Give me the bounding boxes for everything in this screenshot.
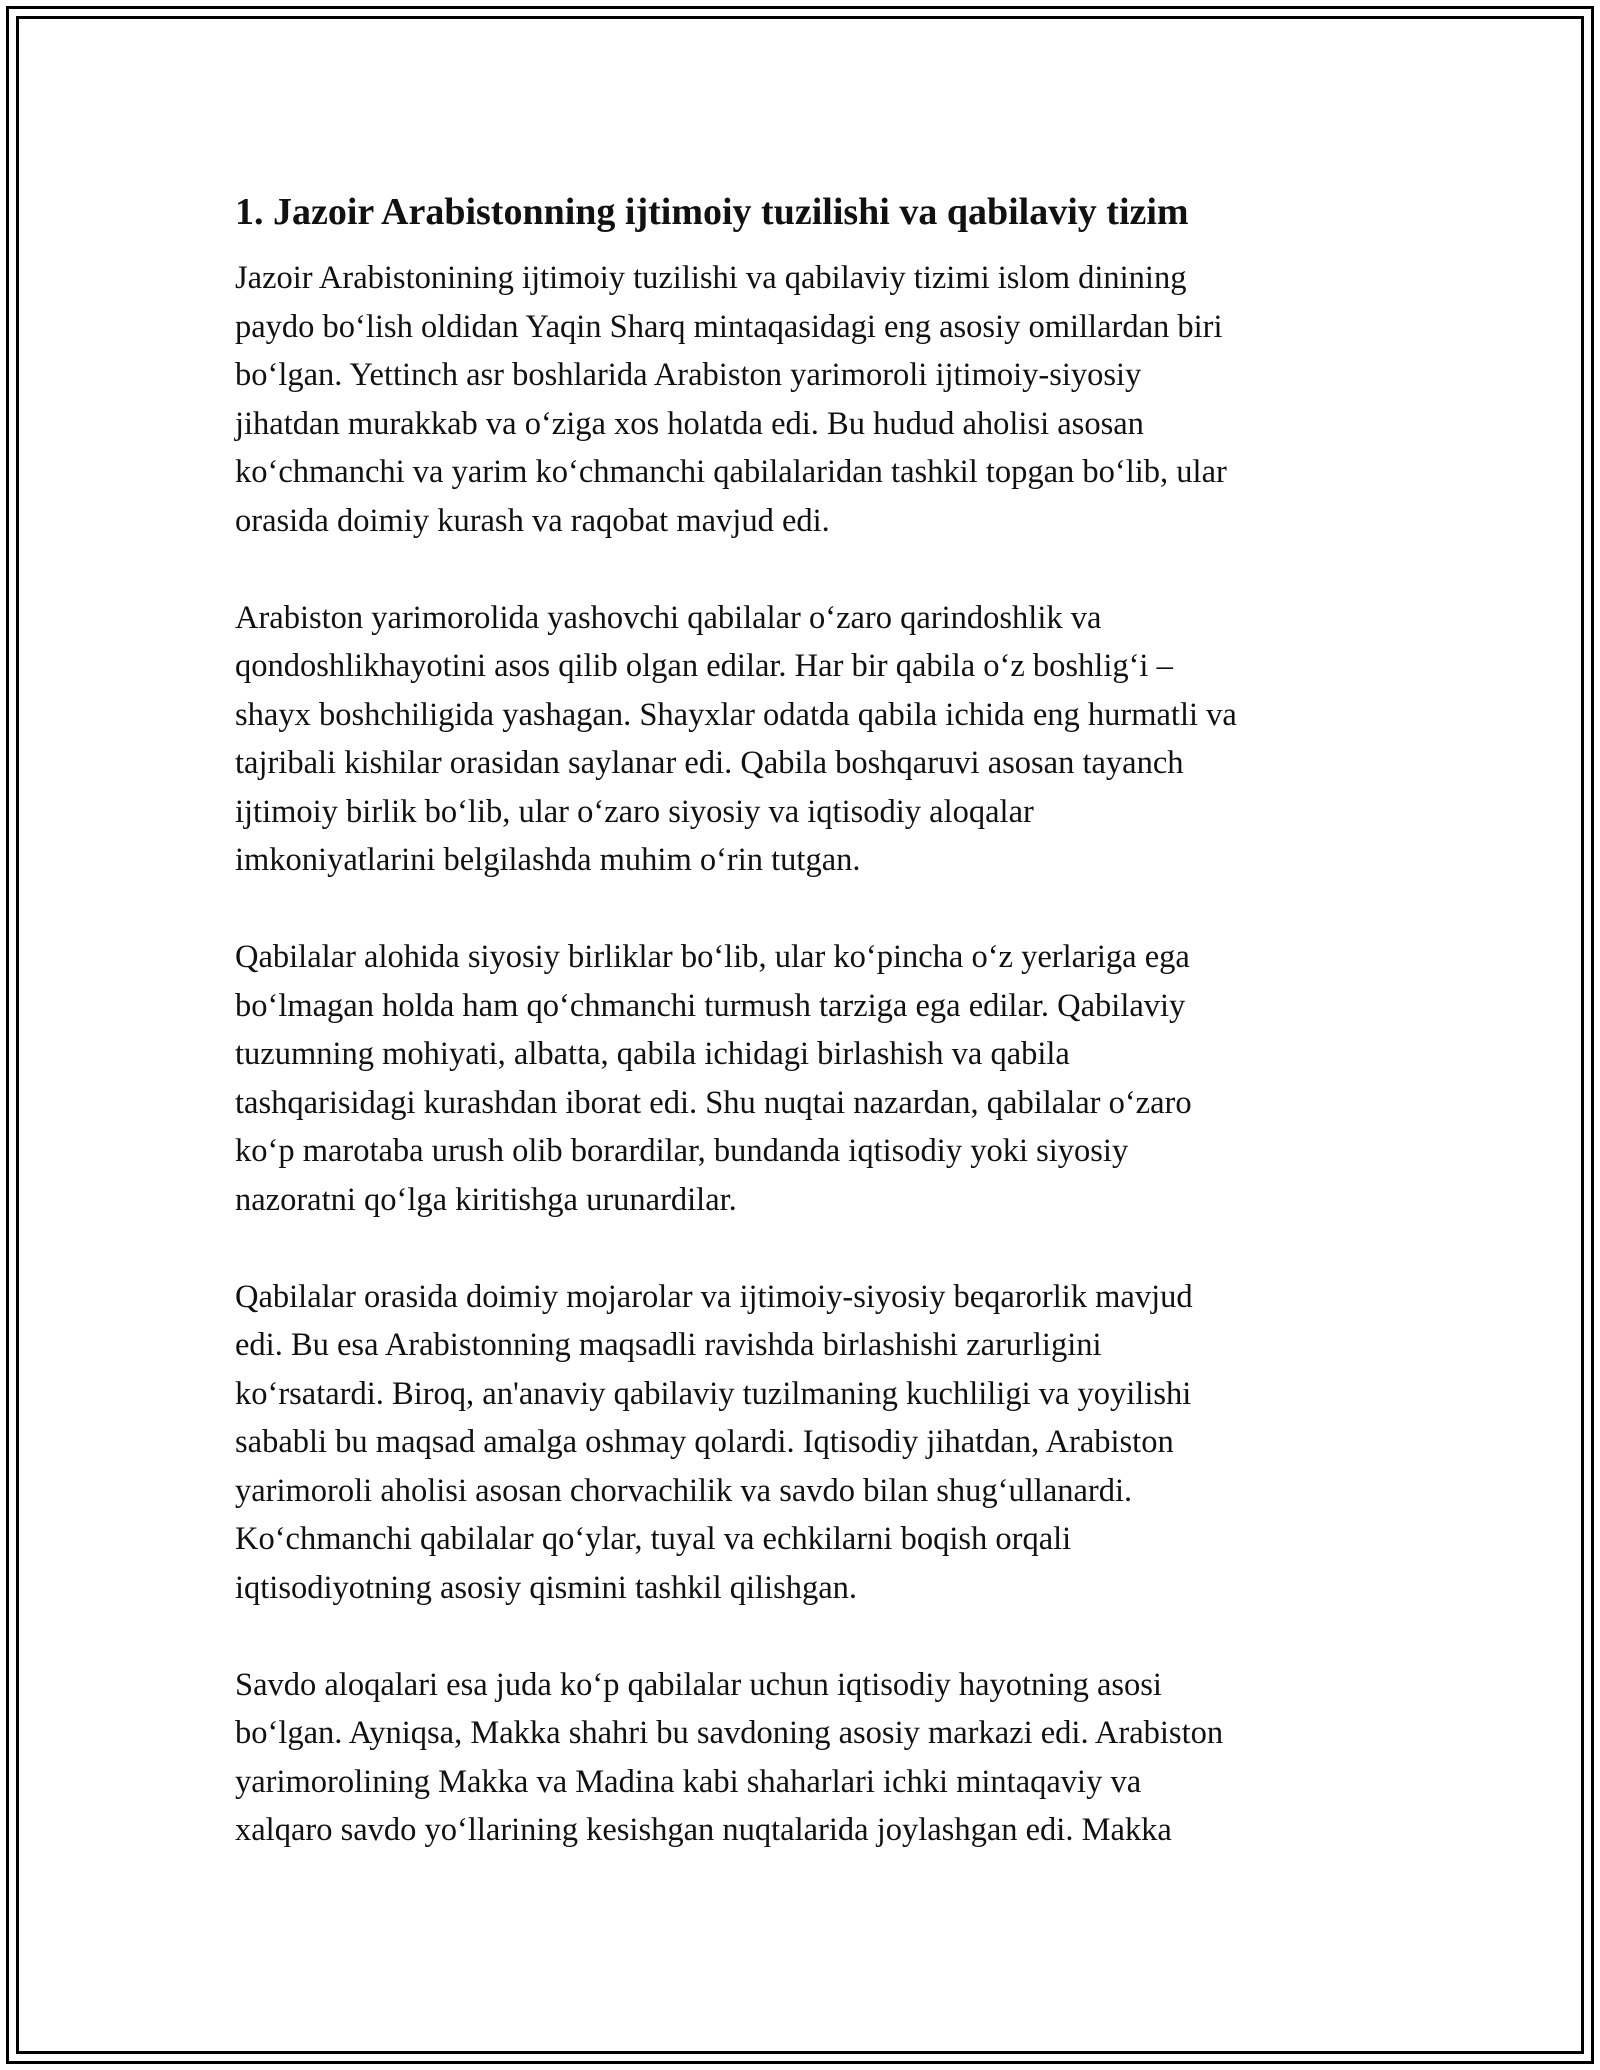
text-line: yarimorolining Makka va Madina kabi shaharlari ichki mintaqaviy va (235, 1763, 1142, 1800)
text-line: Qabilalar orasida doimiy mojarolar va ijtimoiy-siyosiy beqarorlik mavjud (235, 1278, 1193, 1315)
text-line: xalqaro savdo yo‘llarining kesishgan nuqtalarida joylashgan edi. Makka (235, 1812, 1172, 1848)
text-line: jihatdan murakkab va o‘ziga xos holatda edi. Bu hudud aholisi asosan (235, 405, 1144, 442)
text-line: Savdo aloqalari esa juda ko‘p qabilalar uchun iqtisodiy hayotning asosi (235, 1666, 1162, 1703)
text-line: paydo bo‘lish oldidan Yaqin Sharq mintaqasidagi eng asosiy omillardan biri (235, 308, 1223, 345)
text-line: tuzumning mohiyati, albatta, qabila ichidagi birlashish va qabila (235, 1036, 1070, 1072)
text-line: bo‘lgan. Yettinch asr boshlarida Arabiston yarimoroli ijtimoiy-siyosiy (235, 357, 1142, 393)
paragraph-2 (235, 594, 1375, 885)
text-line: ijtimoiy birlik bo‘lib, ular o‘zaro siyosiy va iqtisodiy aloqalar (235, 793, 1034, 830)
text-line: bo‘lgan. Ayniqsa, Makka shahri bu savdoning asosiy markazi edi. Arabiston (235, 1715, 1224, 1751)
text-line: Qabilalar alohida siyosiy birliklar bo‘lib, ular ko‘pincha o‘z yerlariga ega (235, 939, 1190, 975)
text-line: ko‘rsatardi. Biroq, an'anaviy qabilaviy tuzilmaning kuchliligi va yoyilishi (235, 1375, 1192, 1412)
text-line: Arabiston yarimorolida yashovchi qabilalar o‘zaro qarindoshlik va (235, 599, 1102, 636)
text-line: bo‘lmagan holda ham qo‘chmanchi turmush tarziga ega edilar. Qabilaviy (235, 987, 1186, 1024)
paragraph-5 (235, 1661, 1375, 1855)
text-line: shayx boshchiligida yashagan. Shayxlar odatda qabila ichida eng hurmatli va (235, 696, 1237, 733)
paragraph-3 (235, 933, 1375, 1224)
text-line: Jazoir Arabistonining ijtimoiy tuzilishi va qabilaviy tizimi islom dinining (235, 260, 1187, 296)
text-line: sababli bu maqsad amalga oshmay qolardi. Iqtisodiy jihatdan, Arabiston (235, 1424, 1174, 1460)
text-line: Ko‘chmanchi qabilalar qo‘ylar, tuyal va echkilarni boqish orqali (235, 1521, 1072, 1557)
paragraph-1 (235, 254, 1375, 545)
text-line: nazoratni qo‘lga kiritishga urunardilar. (235, 1181, 737, 1218)
text-line: tajribali kishilar orasidan saylanar edi. Qabila boshqaruvi asosan tayanch (235, 745, 1184, 781)
text-line: orasida doimiy kurash va raqobat mavjud edi. (235, 502, 830, 539)
text-line: yarimoroli aholisi asosan chorvachilik va savdo bilan shug‘ullanardi. (235, 1472, 1133, 1509)
text-line: tashqarisidagi kurashdan iborat edi. Shu nuqtai nazardan, qabilalar o‘zaro (235, 1084, 1192, 1121)
section-heading: 1. Jazoir Arabistonning ijtimoiy tuzilishi va qabilaviy tizim (235, 191, 1189, 233)
text-line: ko‘chmanchi va yarim ko‘chmanchi qabilalaridan tashkil topgan bo‘lib, ular (235, 454, 1227, 490)
text-line: imkoniyatlarini belgilashda muhim o‘rin tutgan. (235, 842, 861, 878)
paragraph-4 (235, 1273, 1375, 1613)
text-line: edi. Bu esa Arabistonning maqsadli ravishda birlashishi zarurligini (235, 1327, 1102, 1363)
document-body (235, 186, 1375, 1903)
text-line: qondoshlikhayotini asos qilib olgan edilar. Har bir qabila o‘z boshlig‘i – (235, 648, 1173, 684)
text-line: ko‘p marotaba urush olib borardilar, bundanda iqtisodiy yoki siyosiy (235, 1133, 1129, 1169)
text-line: iqtisodiyotning asosiy qismini tashkil qilishgan. (235, 1569, 858, 1606)
